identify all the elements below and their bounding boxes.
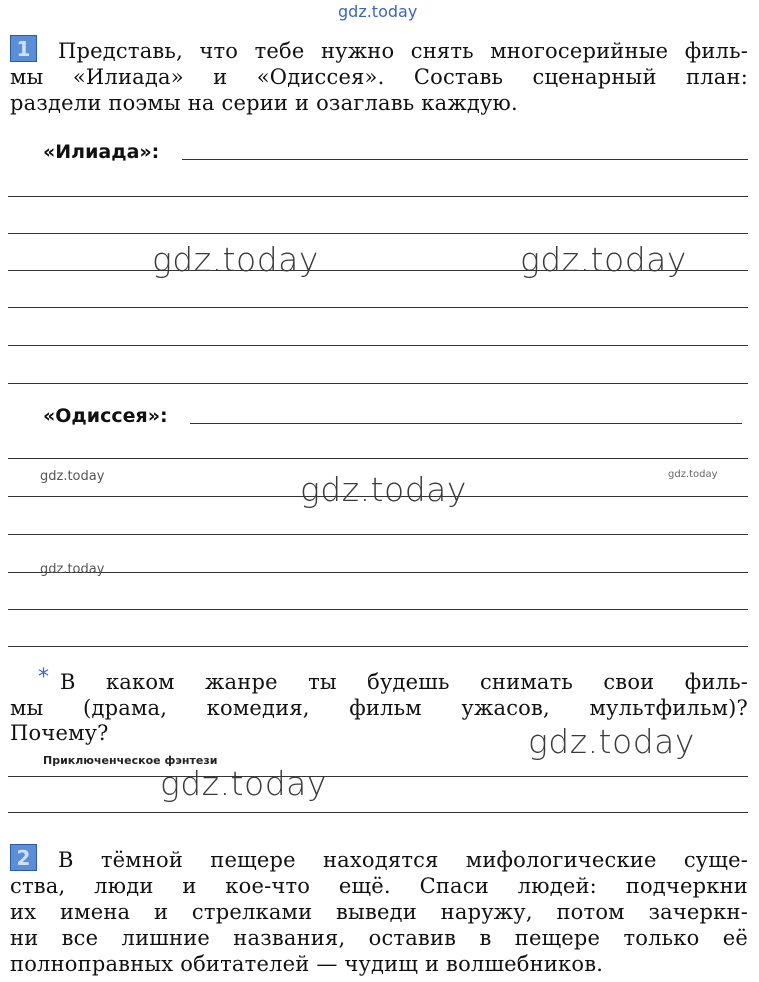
top-watermark: gdz.today [338,2,418,21]
odyssey-answer-line-5 [8,572,748,573]
watermark-6: gdz.today [40,562,105,577]
watermark-7: gdz.today [528,722,695,761]
iliad-answer-line-3 [8,233,748,234]
question-answer-line-2 [8,812,748,813]
task2-line-1: В тёмной пещере находятся мифологические суще- [58,848,748,872]
star-marker: * [38,665,49,690]
odyssey-label: «Одиссея»: [43,405,168,427]
iliad-answer-line-7 [8,383,748,384]
iliad-answer-line-1 [182,159,748,160]
task-number-1: 1 [10,35,37,62]
watermark-8: gdz.today [160,764,327,803]
question-line-1: В каком жанре ты будешь снимать свои филь- [60,670,748,694]
question-line-3: Почему? [10,721,109,745]
task2-line-4: ни все лишние названия, оставив в пещере только её [10,926,748,950]
odyssey-answer-line-2 [8,458,748,459]
odyssey-answer-line-7 [8,646,748,647]
odyssey-answer-line-6 [8,609,748,610]
genre-answer: Приключенческое фэнтези [43,754,218,767]
task1-line-3: раздели поэмы на серии и озаглавь каждую. [10,91,518,115]
task-number-2: 2 [10,844,37,871]
watermark-3: gdz.today [40,469,105,484]
task2-line-3: их имена и стрелками выведи наружу, потом зачеркн- [10,900,748,924]
iliad-answer-line-2 [8,196,748,197]
odyssey-answer-line-1 [190,423,742,424]
task1-line-2: мы «Илиада» и «Одиссея». Составь сценарный план: [10,65,748,89]
task1-line-1: Представь, что тебе нужно снять многосерийные филь- [58,39,748,63]
question-line-2: мы (драма, комедия, фильм ужасов, мультфильм)? [10,696,748,720]
watermark-5: gdz.today [668,469,718,480]
iliad-answer-line-6 [8,345,748,346]
watermark-1: gdz.today [152,240,319,279]
task2-line-5: полноправных обитателей — чудищ и волшебников. [10,952,604,976]
task2-line-2: ства, люди и кое-что ещё. Спаси людей: подчеркни [10,874,748,898]
watermark-4: gdz.today [300,470,467,509]
odyssey-answer-line-4 [8,534,748,535]
question-answer-line-1 [8,776,748,777]
iliad-label: «Илиада»: [43,141,160,163]
watermark-2: gdz.today [520,240,687,279]
iliad-answer-line-5 [8,307,748,308]
